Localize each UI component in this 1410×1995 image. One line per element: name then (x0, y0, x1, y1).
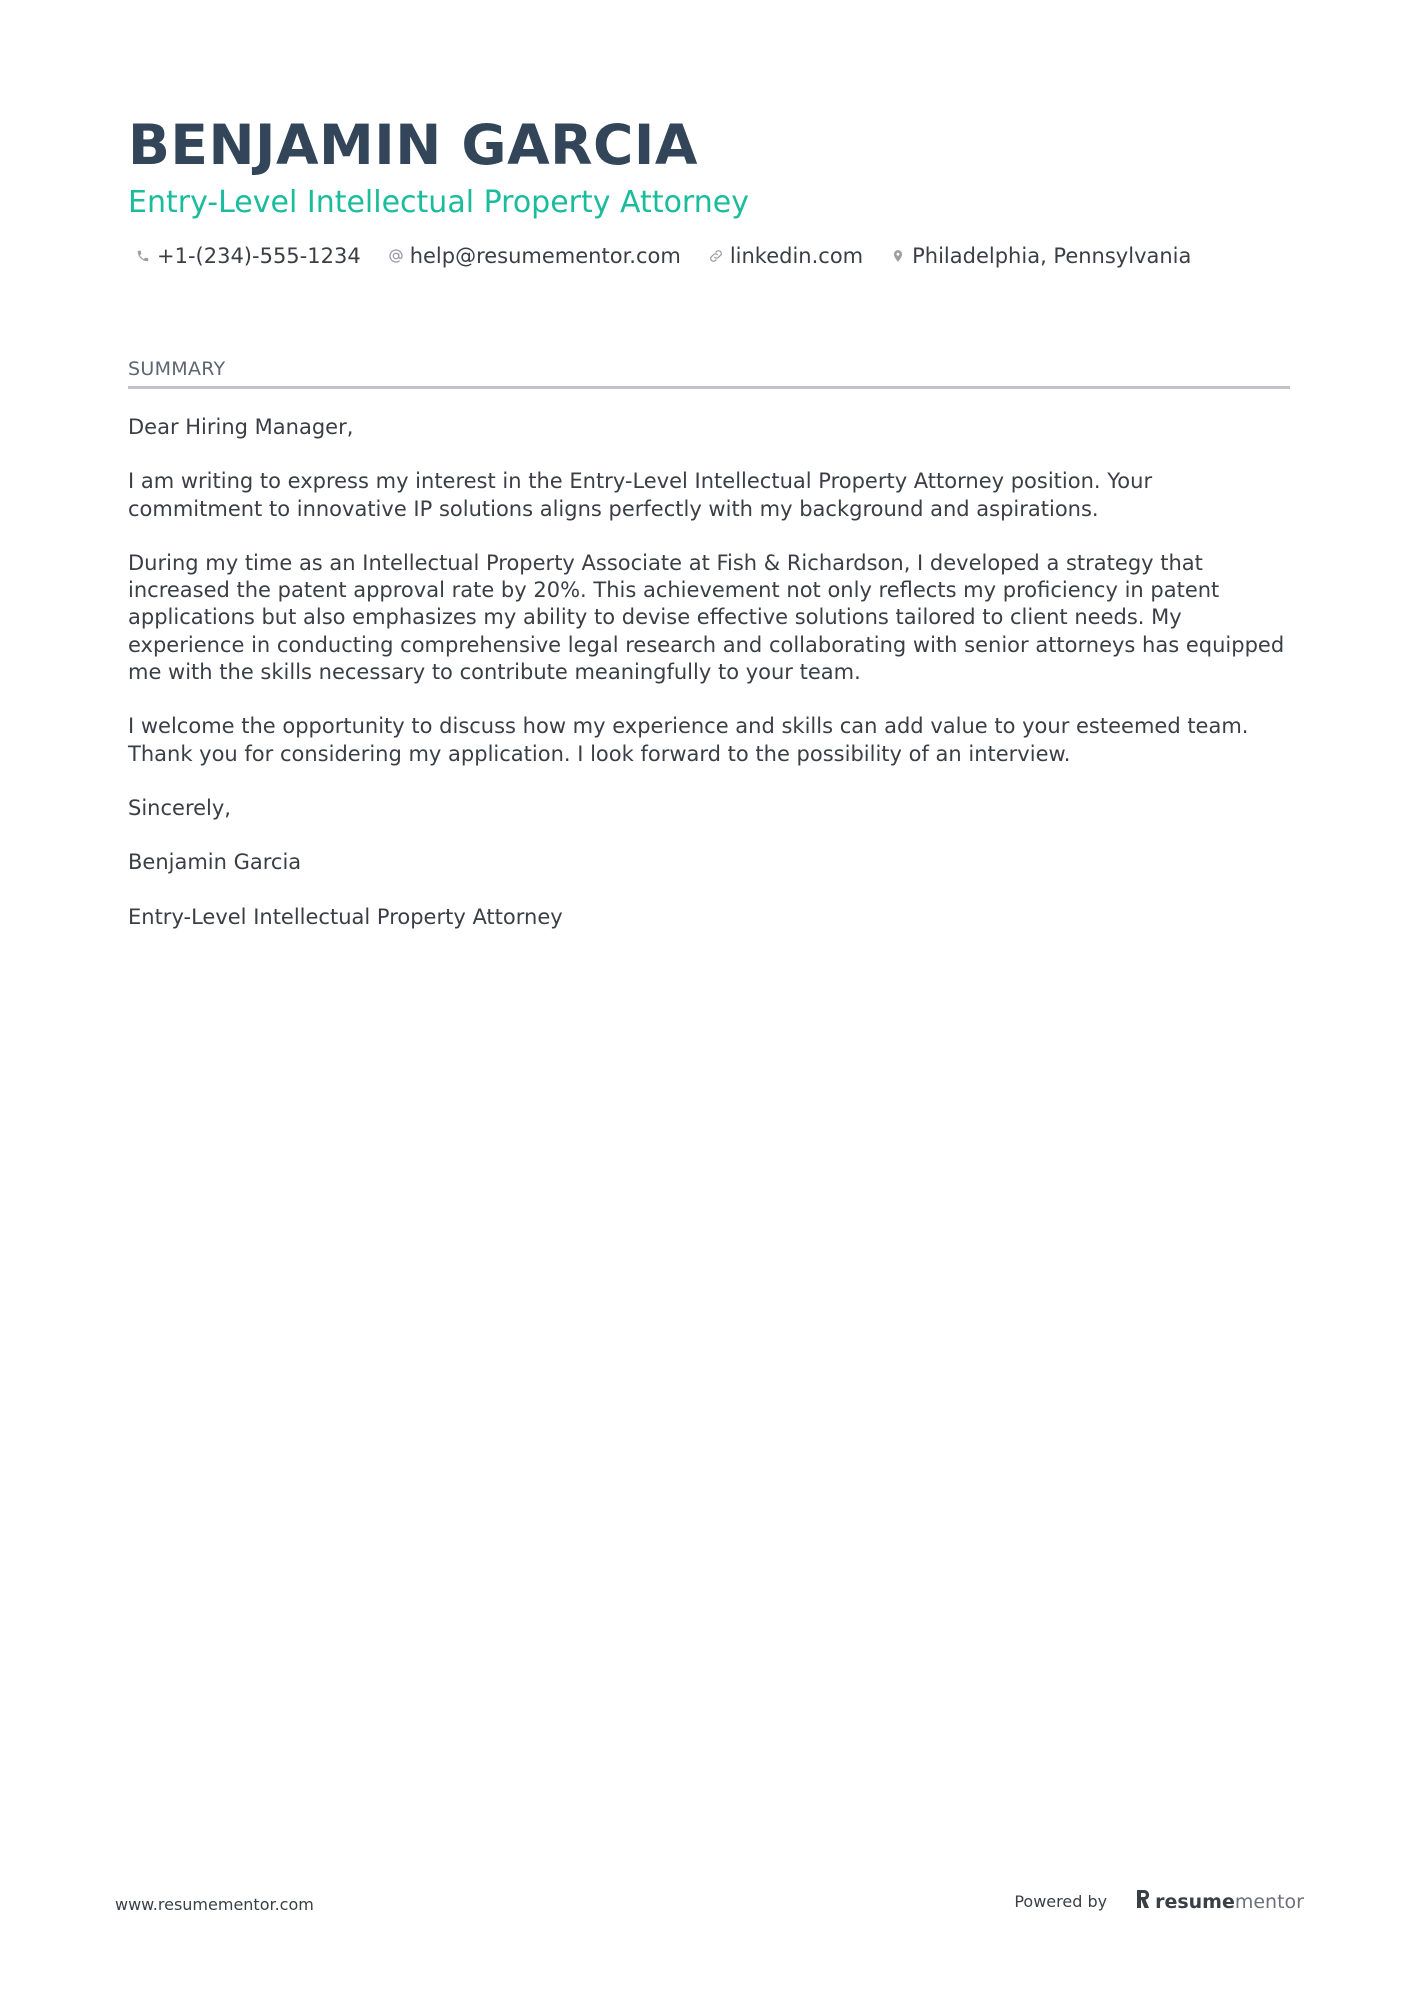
section-divider (128, 386, 1290, 389)
contact-linkedin (707, 244, 863, 268)
contact-email-text: help@resumementor.com (409, 244, 681, 268)
letter-paragraph: I am writing to express my interest in the Entry-Level Intellectual Property Attorney position. Your commitment to innovative IP solutions aligns perfectly with my background and aspirations. (128, 469, 1153, 521)
contact-linkedin-text: linkedin.com (729, 244, 864, 268)
letter-signature-title: Entry-Level Intellectual Property Attorney (128, 904, 563, 929)
brand-name-bold: resume (1155, 1890, 1235, 1913)
contact-email (387, 244, 681, 268)
contact-location (889, 244, 1191, 268)
brand-name-light: mentor (1234, 1890, 1304, 1913)
footer-branding (1014, 1889, 1304, 1914)
letter-body (128, 414, 1288, 958)
contact-phone (134, 244, 361, 268)
phone-icon (134, 247, 152, 265)
resumementor-logo-icon (1135, 1889, 1151, 1914)
powered-by-label: Powered by (1014, 1892, 1108, 1911)
footer-website-link[interactable]: www.resumementor.com (115, 1895, 314, 1914)
letter-paragraph: During my time as an Intellectual Property Associate at Fish & Richardson, I developed a strategy that increased the patent approval rate by 20%. This achievement not only reflects my proficiency in patent applications but also emphasizes my ability to devise effective solutions tailored to client needs. My experience in conducting comprehensive legal research and collaborating with senior attorneys has equipped me with the skills necessary to contribute meaningfully to your team. (128, 550, 1285, 685)
contact-bar (134, 244, 1191, 268)
location-pin-icon (889, 247, 907, 265)
letter-closing: Sincerely, (128, 795, 231, 820)
candidate-role: Entry-Level Intellectual Property Attorney (128, 185, 749, 220)
letter-paragraph: I welcome the opportunity to discuss how my experience and skills can add value to your esteemed team. Thank you for considering my application. I look forward to the possibility of an interview. (128, 714, 1249, 766)
link-icon (707, 247, 725, 265)
contact-location-text: Philadelphia, Pennsylvania (912, 244, 1192, 268)
contact-phone-text: +1-(234)-555-1234 (157, 244, 361, 268)
letter-signature-name: Benjamin Garcia (128, 850, 302, 875)
candidate-name: BENJAMIN GARCIA (128, 113, 698, 177)
brand-logo[interactable] (1135, 1889, 1304, 1914)
at-icon (387, 247, 405, 265)
section-title-summary: SUMMARY (128, 358, 226, 380)
letter-greeting: Dear Hiring Manager, (128, 415, 354, 439)
